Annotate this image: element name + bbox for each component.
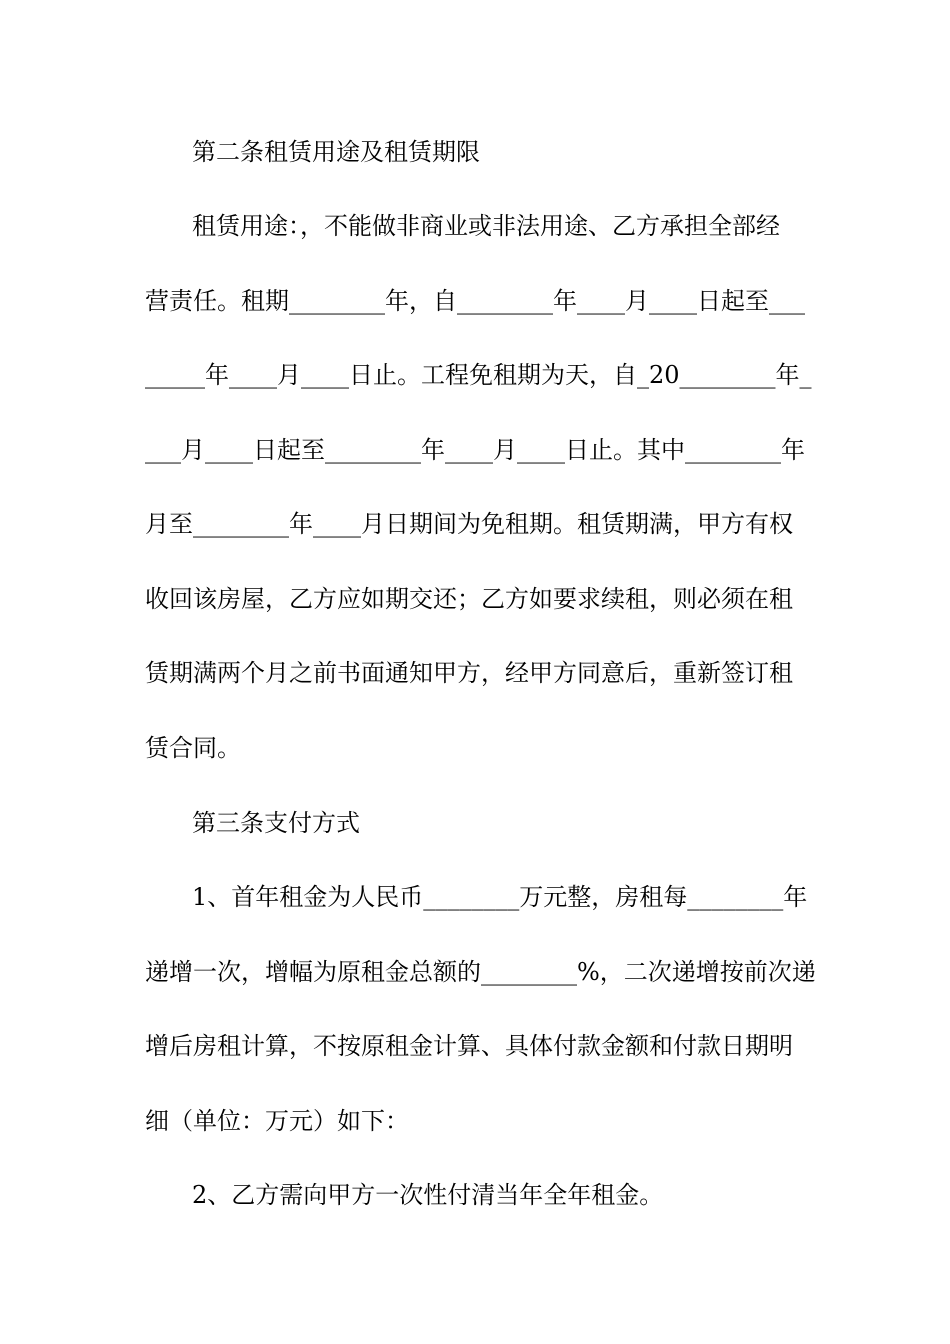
paragraph-line: ___月____日起至________年____月____日止。其中________年	[145, 436, 805, 464]
paragraph-line: 增后房租计算，不按原租金计算、具体付款金额和付款日期明	[145, 1032, 793, 1060]
article-2-heading: 第二条租赁用途及租赁期限	[192, 138, 480, 166]
paragraph-line: 1、首年租金为人民币________万元整，房租每________年	[192, 883, 808, 911]
paragraph-line: 细（单位：万元）如下：	[145, 1107, 409, 1135]
paragraph-line: _____年____月____日止。工程免租期为天，自_20________年_	[145, 361, 812, 389]
paragraph-line: 租赁用途：，不能做非商业或非法用途、乙方承担全部经	[192, 212, 780, 240]
paragraph-line: 月至________年____月日期间为免租期。租赁期满，甲方有权	[145, 510, 793, 538]
paragraph-line: 营责任。租期________年，自________年____月____日起至___	[145, 287, 805, 315]
paragraph-line: 2、乙方需向甲方一次性付清当年全年租金。	[192, 1181, 664, 1209]
paragraph-line: 赁合同。	[145, 734, 241, 762]
paragraph-line: 收回该房屋，乙方应如期交还；乙方如要求续租，则必须在租	[145, 585, 793, 613]
paragraph-line: 递增一次，增幅为原租金总额的________%，二次递增按前次递	[145, 958, 816, 986]
paragraph-line: 赁期满两个月之前书面通知甲方，经甲方同意后，重新签订租	[145, 659, 793, 687]
article-3-heading: 第三条支付方式	[192, 809, 360, 837]
